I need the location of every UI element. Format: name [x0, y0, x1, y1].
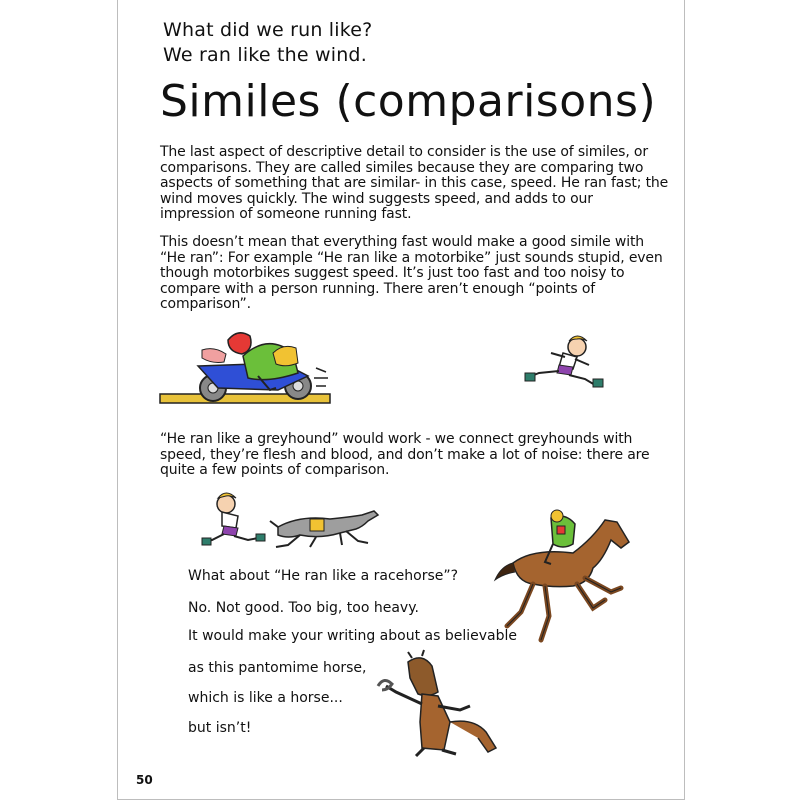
running-boy-illustration	[525, 333, 610, 388]
racehorse-answer: No. Not good. Too big, too heavy.	[188, 600, 419, 616]
running-boy-illustration-small	[202, 490, 267, 550]
paragraph-similes-intro: The last aspect of descriptive detail to consider is the use of similes, or comparisons. They are called similes because they are comparing two aspects of something that are similar- in this case, speed. He ran fast; the wind moves quickly. The wind suggests speed, and adds to our impression of someone running fast.	[160, 144, 669, 223]
believable-line: It would make your writing about as believable	[188, 628, 517, 644]
intro-answer: We ran like the wind.	[163, 44, 367, 66]
pantomime-line: as this pantomime horse,	[188, 660, 367, 676]
motorbike-illustration	[158, 328, 333, 408]
page-number: 50	[136, 773, 153, 787]
page-title: Similes (comparisons)	[160, 76, 657, 127]
intro-question: What did we run like?	[163, 19, 373, 41]
paragraph-greyhound: “He ran like a greyhound” would work - we connect greyhounds with speed, they’re flesh and blood, and don’t make a lot of noise: there are quite a few points of comparison.	[160, 431, 650, 479]
racehorse-illustration	[493, 508, 633, 648]
pantomime-horse-illustration	[378, 652, 513, 757]
racehorse-question: What about “He ran like a racehorse”?	[188, 568, 459, 584]
like-a-horse-line: which is like a horse...	[188, 690, 343, 706]
but-isnt-line: but isn’t!	[188, 720, 252, 736]
greyhound-illustration	[270, 505, 380, 550]
paragraph-motorbike: This doesn’t mean that everything fast would make a good simile with “He ran”: For example “He ran like a motorbike” just sounds stupid, even though motorbikes suggest speed. It’s just too fast and too noisy to compare with a person running. There aren’t enough “points of comparison”.	[160, 234, 663, 313]
